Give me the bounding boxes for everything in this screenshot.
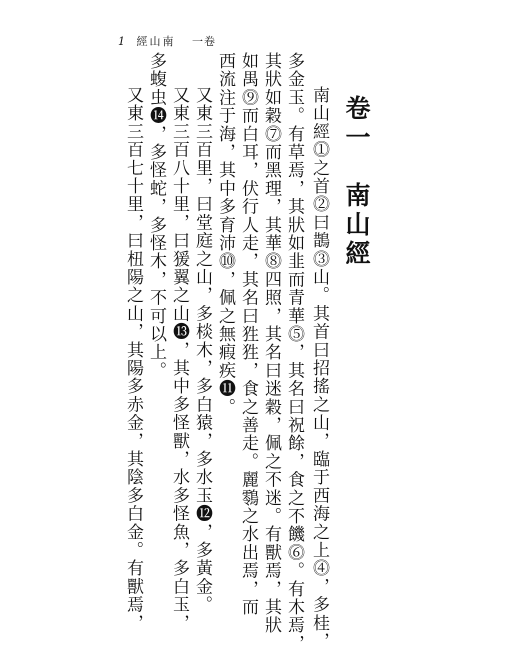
text-column: 如禺⓽而白耳，伏行人走，其名曰狌狌，食之善走。麗䴇之水出焉，而 — [238, 52, 258, 617]
text-column: 又東三百八十里，曰猨翼之山⓭，其中多怪獸，水多怪魚，多白玉， — [169, 86, 189, 632]
chapter-title: 卷一 南山經 — [342, 95, 371, 269]
text-column: 其狀如穀⓻而黑理，其華⓼四照，其名曰迷穀，佩之不迷。有獸焉，其狀 — [261, 52, 281, 635]
text-column: 多蝮虫⓮，多怪蛇，多怪木，不可以上。 — [146, 52, 166, 380]
text-column: 南山經⓵之首⓶曰鵲⓷山。其首曰招搖之山，臨于西海之上⓸，多桂， — [309, 86, 329, 651]
text-column: 又東三百里，曰堂庭之山，多棪木，多白猿，多水玉⓬，多黃金。 — [192, 86, 212, 614]
running-volume-label: 一卷 — [192, 35, 216, 48]
text-column: 多金玉。有草焉，其狀如韭而青華⓹，其名曰祝餘，食之不饑⓺。有木焉， — [284, 52, 304, 653]
page-number: 1 — [118, 35, 126, 48]
running-header — [118, 33, 216, 49]
running-book-title: 經山南 — [136, 35, 176, 48]
text-column: 西流注于海，其中多育沛⓾，佩之無瘕疾⓫。 — [215, 52, 235, 416]
text-column: 又東三百七十里，曰杻陽之山，其陽多赤金，其陰多白金。有獸焉， — [123, 86, 143, 632]
